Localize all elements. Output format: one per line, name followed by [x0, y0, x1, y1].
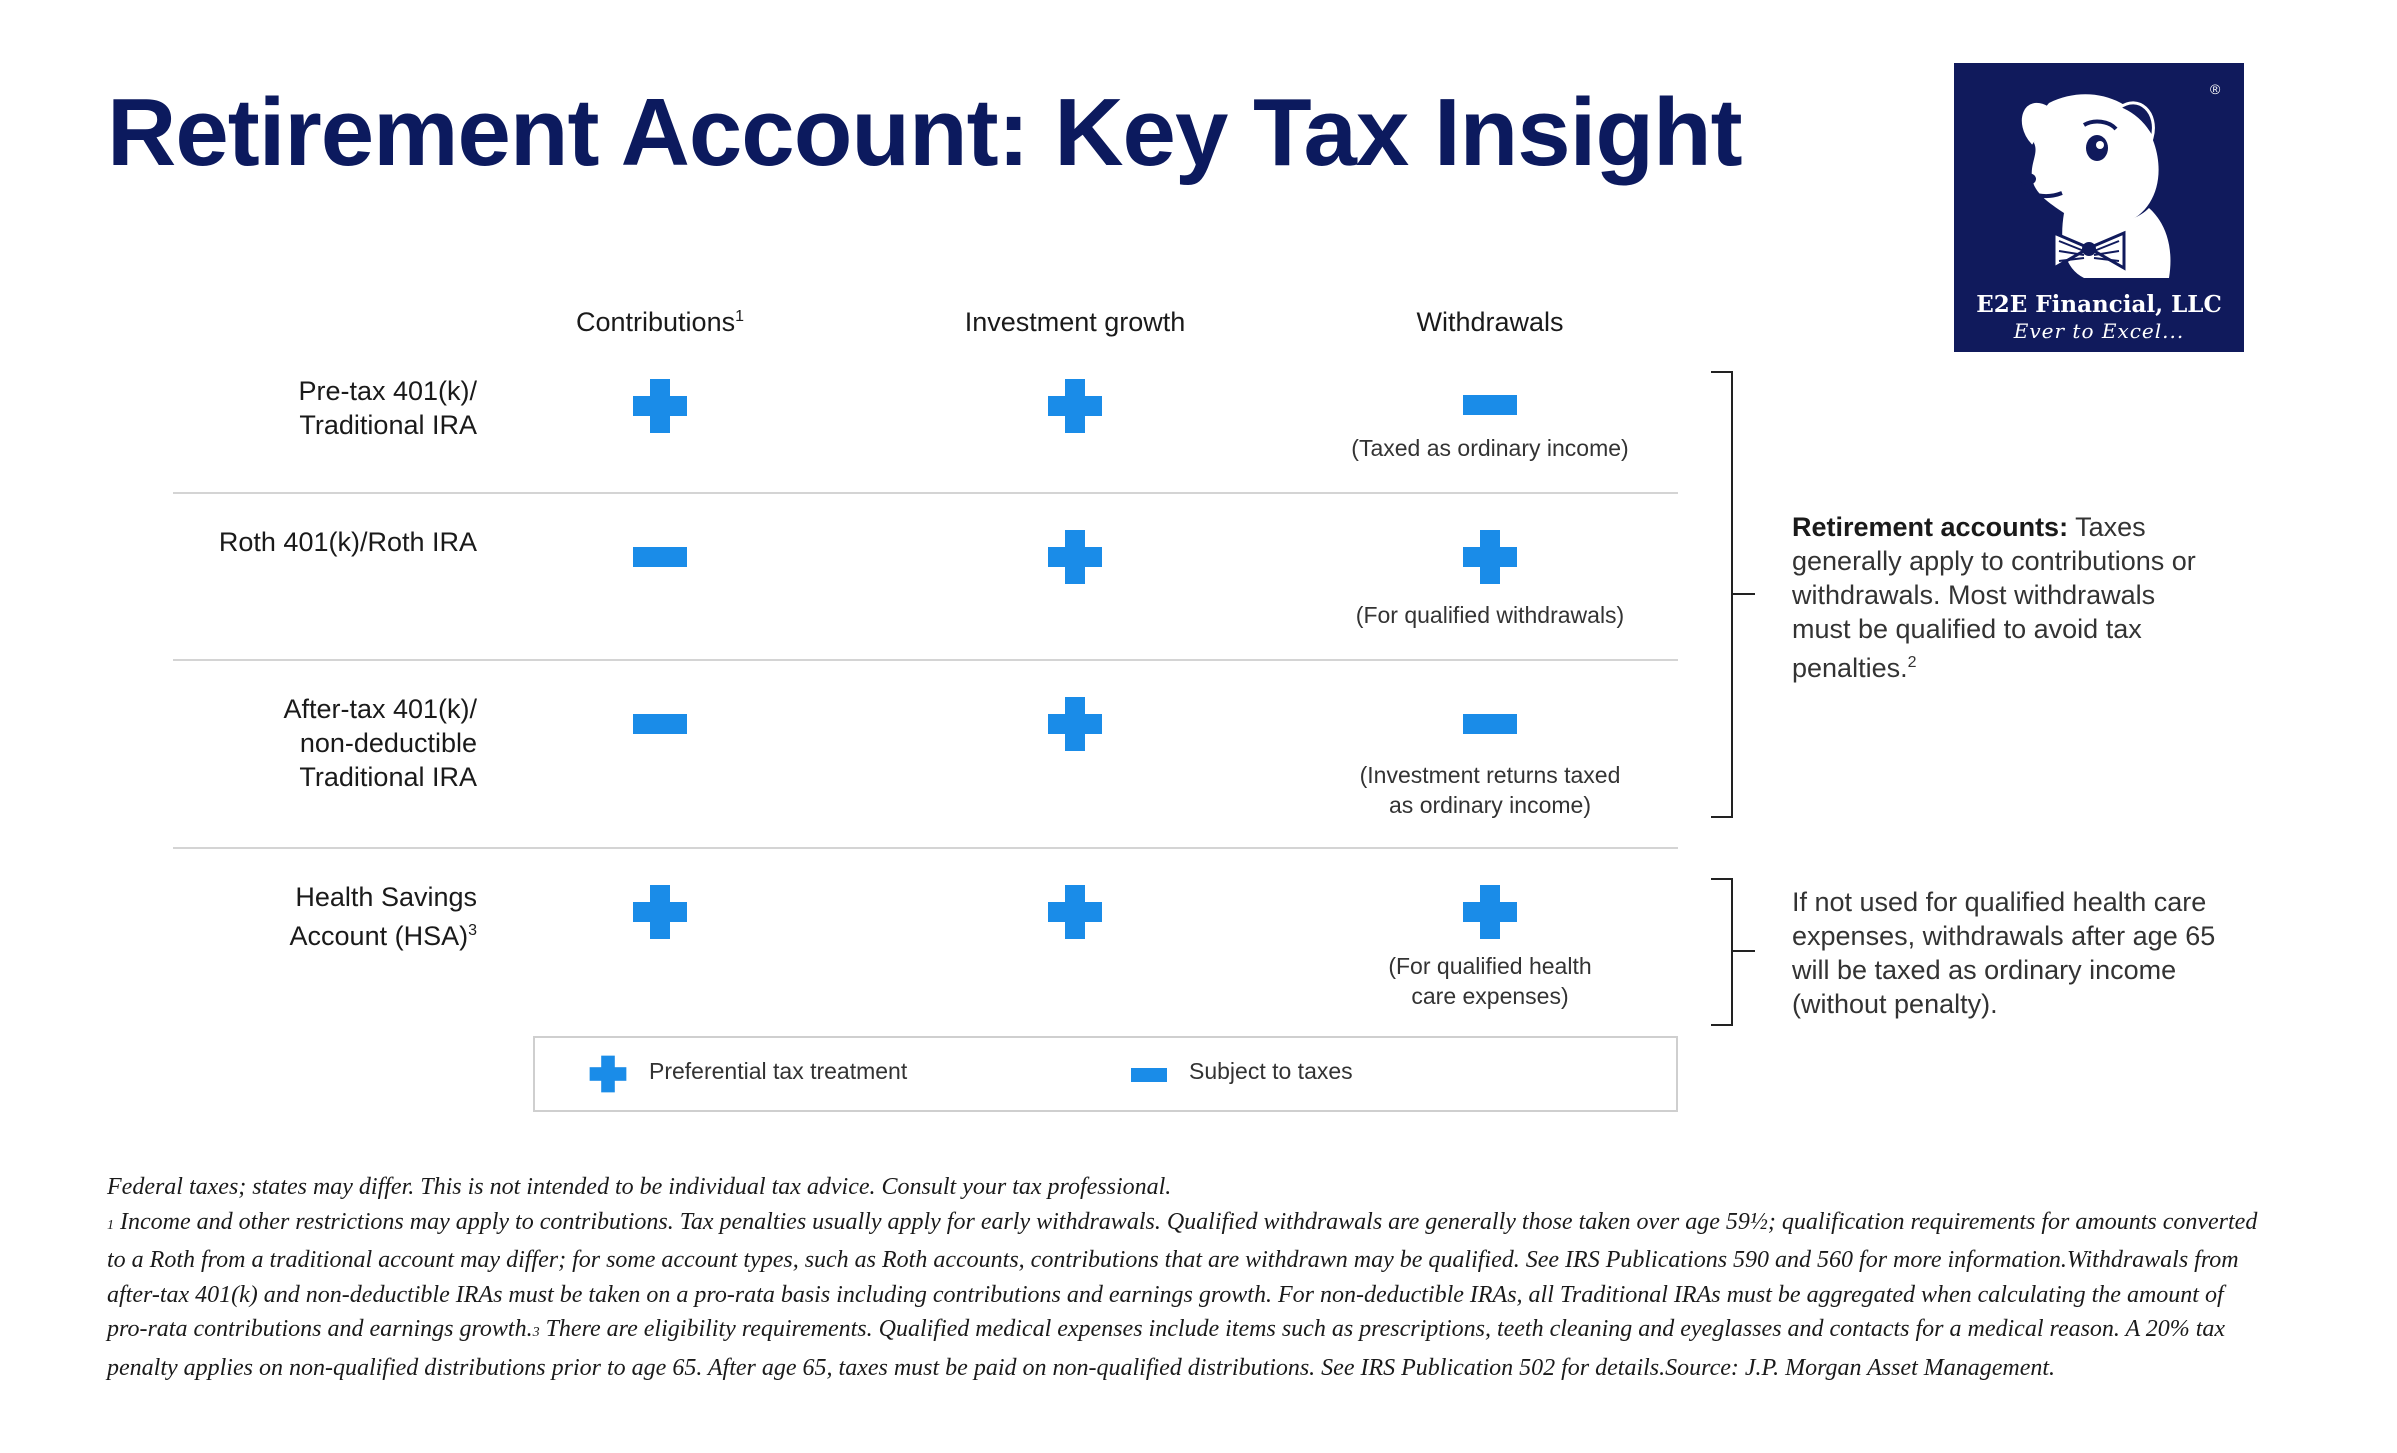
- side-text-line: (without penalty).: [1792, 989, 1998, 1019]
- withdrawal-note: (For qualified withdrawals): [1355, 602, 1625, 628]
- row-label-line: After-tax 401(k)/: [283, 694, 477, 724]
- legend: [533, 1036, 1678, 1112]
- row-label-line: Pre-tax 401(k)/: [298, 376, 477, 406]
- registered-mark: ®: [2210, 81, 2221, 97]
- row-label-roth: [219, 525, 477, 559]
- side-text-line: generally apply to contributions or: [1792, 546, 2196, 576]
- retirement-accounts-heading: Retirement accounts:: [1792, 512, 2069, 542]
- footnote-ref-3: 3: [468, 922, 477, 939]
- row-label-aftertax: [283, 692, 477, 794]
- row-label-line: Health Savings: [295, 882, 477, 912]
- plus-icon: [633, 379, 687, 433]
- footnote-ref-2: 2: [1907, 654, 1917, 671]
- footnote-marker-3: 3: [532, 1325, 540, 1340]
- disclaimer-text: Federal taxes; states may differ. This is not intended to be individual tax advice. Consult your tax professional.: [107, 1174, 1172, 1200]
- withdrawal-note-line: (For qualified health: [1388, 953, 1592, 979]
- hsa-note: [1792, 885, 2215, 1021]
- side-text-line: If not used for qualified health care: [1792, 887, 2207, 917]
- plus-icon: [633, 885, 687, 939]
- row-label-line: Traditional IRA: [299, 410, 477, 440]
- column-header-withdrawals: Withdrawals: [1416, 307, 1564, 337]
- row-label-line: Roth 401(k)/Roth IRA: [218, 527, 477, 557]
- withdrawal-note-line: as ordinary income): [1389, 792, 1591, 818]
- dog-mascot-icon: [1954, 63, 2244, 283]
- side-text-line: penalties.: [1792, 653, 1908, 683]
- minus-icon: [1131, 1068, 1167, 1082]
- bracket-tick: [1733, 950, 1755, 952]
- row-label-line: Account (HSA): [289, 921, 469, 951]
- minus-icon: [1463, 714, 1517, 734]
- page-title: Retirement Account: Key Tax Insight: [107, 79, 1742, 186]
- logo-company-name: E2E Financial, LLC: [1976, 291, 2222, 318]
- legend-label-minus: Subject to taxes: [1189, 1058, 1353, 1084]
- row-divider: [173, 847, 1678, 849]
- retirement-accounts-note: [1792, 510, 2196, 685]
- column-header-contributions: [576, 307, 744, 338]
- hsa-bracket: [1711, 878, 1733, 1026]
- minus-icon: [633, 714, 687, 734]
- row-label-line: non-deductible: [299, 728, 477, 758]
- column-header-contributions-text: Contributions: [576, 307, 736, 337]
- side-text-line: will be taxed as ordinary income: [1792, 955, 2177, 985]
- row-divider: [173, 659, 1678, 661]
- withdrawal-note-line: care expenses): [1411, 983, 1569, 1009]
- minus-icon: [1463, 395, 1517, 415]
- row-label-hsa: [290, 880, 477, 953]
- plus-icon: [1048, 379, 1102, 433]
- footnote-text-3: There are eligibility requirements. Qualified medical expenses include items such as prescriptions, teeth cleaning and eyeglasses and contacts for a medical reason. A 20% tax penalty applies on non-qualified distributions prior to age 65. After age 65, taxes must be paid on non-qualified distributions. See IRS Publication 502 for details.Source: J.P. Morgan Asset Management.: [107, 1316, 2226, 1381]
- side-text-line: must be qualified to avoid tax: [1792, 614, 2142, 644]
- side-text-line: expenses, withdrawals after age 65: [1792, 921, 2216, 951]
- bracket-tick: [1733, 593, 1755, 595]
- legend-label-plus: Preferential tax treatment: [649, 1058, 908, 1084]
- footnotes: [107, 1170, 2267, 1385]
- minus-icon: [633, 547, 687, 567]
- plus-icon: [1048, 697, 1102, 751]
- withdrawal-note: [1360, 760, 1621, 820]
- plus-icon: [1463, 885, 1517, 939]
- footnote-marker-1: 1: [107, 1217, 114, 1233]
- side-text-line: withdrawals. Most withdrawals: [1792, 580, 2156, 610]
- withdrawal-note: (Taxed as ordinary income): [1351, 435, 1629, 461]
- row-divider: [173, 492, 1678, 494]
- footnote-ref-1: 1: [735, 308, 744, 325]
- plus-icon: [590, 1056, 627, 1093]
- plus-icon: [1463, 530, 1517, 584]
- retirement-bracket: [1711, 371, 1733, 818]
- column-header-investment-growth: Investment growth: [964, 307, 1186, 337]
- footnote-text-1: Income and other restrictions may apply to contributions. Tax penalties usually apply for early withdrawals. Qualified withdrawals are generally those taken over age 59½; qualification requirements for amounts converted to a Roth from a traditional account may differ; for some account types, such as Roth accounts, contributions that are withdrawn may be qualified. See IRS Publications 590 and 560 for more information.Withdrawals from after-tax 401(k) and non-deductible IRAs must be taken on a pro-rata basis including contributions and earnings growth. For non-deductible IRAs, all Traditional IRAs must be aggregated when calculating the amount of pro-rata contributions and earnings growth.: [107, 1208, 2258, 1342]
- row-label-pretax: [298, 374, 477, 442]
- side-text-line: Taxes: [2068, 512, 2146, 542]
- plus-icon: [1048, 530, 1102, 584]
- withdrawal-note: [1388, 951, 1591, 1011]
- plus-icon: [1048, 885, 1102, 939]
- logo-tagline: Ever to Excel...: [2013, 319, 2185, 343]
- withdrawal-note-line: (Investment returns taxed: [1359, 762, 1621, 788]
- row-label-line: Traditional IRA: [299, 762, 477, 792]
- company-logo: [1954, 63, 2244, 352]
- footnote-body: [107, 1205, 2267, 1386]
